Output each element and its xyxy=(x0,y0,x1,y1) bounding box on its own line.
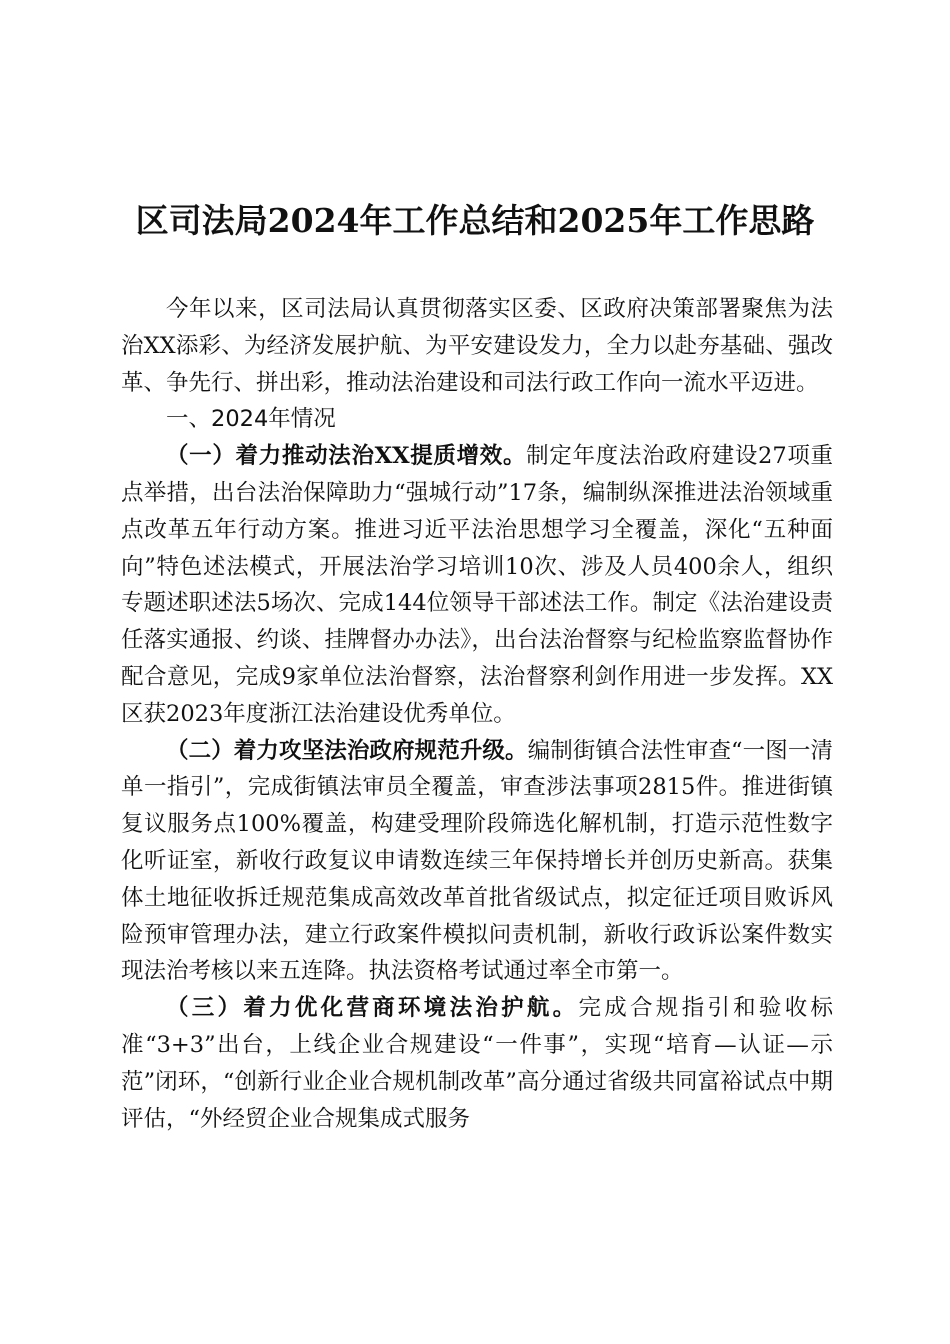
intro-paragraph: 今年以来，区司法局认真贯彻落实区委、区政府决策部署聚焦为法治XX添彩、为经济发展护航、为平安建设发力，全力以赴夯基础、强改革、争先行、拼出彩，推动法治建设和司法行政工作向一流水平迈进。 xyxy=(121,296,833,396)
document-body xyxy=(121,291,833,1137)
item-lead-1: （一）着力推动法治XX提质增效。 xyxy=(166,443,527,470)
document-title: 区司法局2024年工作总结和2025年工作思路 xyxy=(135,201,815,240)
item-text-3: 完成合规指引和验收标准“3+3”出台，上线企业合规建设“一件事”，实现“培育—认证—示范”闭环，“创新行业企业合规机制改革”高分通过省级共同富裕试点中期评估，“外经贸企业合规集成式服务 xyxy=(121,995,833,1132)
item-paragraph-2 xyxy=(121,733,833,991)
item-text-2: 编制街镇合法性审查“一图一清单一指引”，完成街镇法审员全覆盖，审查涉法事项2815件。推进街镇复议服务点100%覆盖，构建受理阶段筛选化解机制，打造示范性数字化听证室，新收行政复议申请数连续三年保持增长并创历史新高。获集体土地征收拆迁规范集成高效改革首批省级试点，拟定征迁项目败诉风险预审管理办法，建立行政案件模拟问责机制，新收行政诉讼案件数实现法治考核以来五连降。执法资格考试通过率全市第一。 xyxy=(121,737,833,985)
item-lead-3: （三）着力优化营商环境法治护航。 xyxy=(166,995,579,1022)
item-paragraph-1 xyxy=(121,438,833,732)
section-heading-2024: 一、2024年情况 xyxy=(166,406,336,433)
item-paragraph-3 xyxy=(121,990,833,1137)
item-text-1: 制定年度法治政府建设27项重点举措，出台法治保障助力“强城行动”17条，编制纵深推进法治领域重点改革五年行动方案。推进习近平法治思想学习全覆盖，深化“五种面向”特色述法模式，开展法治学习培训10次、涉及人员400余人，组织专题述职述法5场次、完成144位领导干部述法工作。制定《法治建设责任落实通报、约谈、挂牌督办办法》，出台法治督察与纪检监察监督协作配合意见，完成9家单位法治督察，法治督察利剑作用进一步发挥。XX区获2023年度浙江法治建设优秀单位。 xyxy=(121,443,833,727)
item-lead-2: （二）着力攻坚法治政府规范升级。 xyxy=(166,737,528,764)
